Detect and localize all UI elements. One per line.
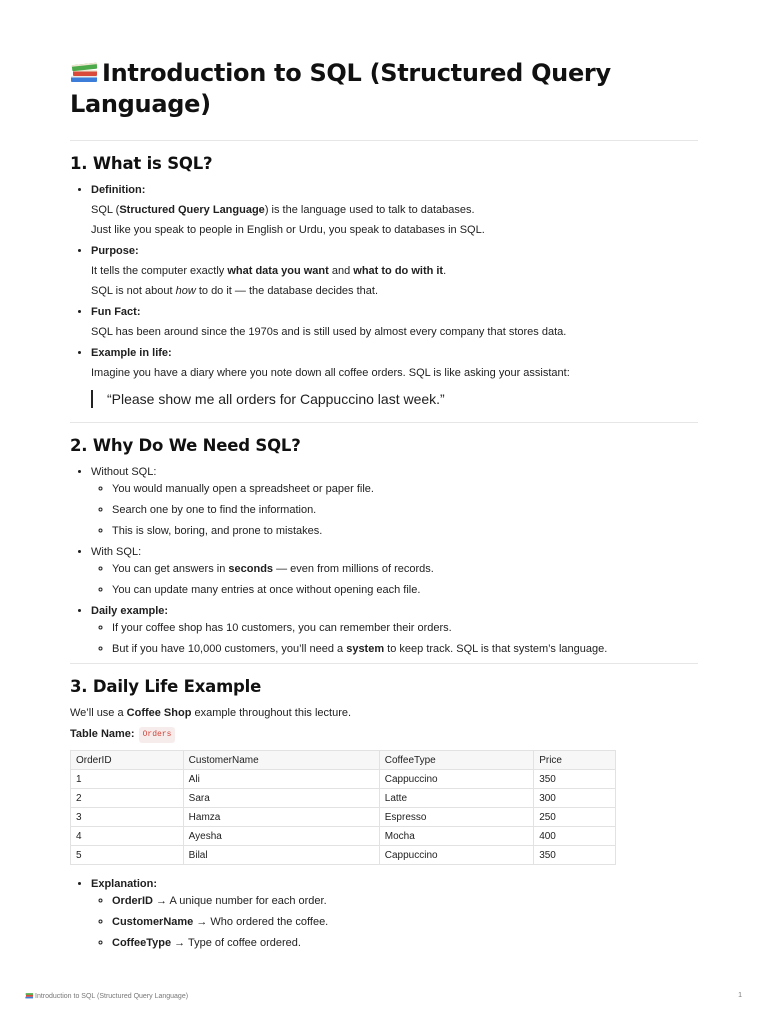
purpose-line-1: It tells the computer exactly what data you want and what to do with it. [91,265,447,277]
table-cell: Cappuccino [379,846,533,865]
purpose-label: Purpose: [91,245,139,257]
table-cell: Cappuccino [379,770,533,789]
page-title-text: Introduction to SQL (Structured Query Language) [70,59,611,118]
explanation-list [70,877,698,950]
column-header: CustomerName [183,751,379,770]
table-cell: Bilal [183,846,379,865]
table-cell: Sara [183,789,379,808]
table-name-line [70,727,698,743]
table-cell: Latte [379,789,533,808]
list-item-example-in-life [91,346,698,380]
explanation-sublist [91,894,698,950]
table-cell: 250 [534,808,616,827]
table-cell: 350 [534,770,616,789]
table-cell: 4 [71,827,184,846]
list-item-without-sql [91,465,698,538]
table-cell: 2 [71,789,184,808]
definition-label: Definition: [91,184,146,196]
with-sql-label: With SQL: [91,546,142,558]
without-sql-label: Without SQL: [91,466,157,478]
fun-fact-line: SQL has been around since the 1970s and is still used by almost every company that stores data. [91,326,567,338]
divider [70,663,698,664]
quote-block: “Please show me all orders for Cappuccino last week.” [91,390,698,408]
table-row [71,827,616,846]
table-row [71,846,616,865]
page-footer [25,992,188,1000]
definition-line-2: Just like you speak to people in English or Urdu, you speak to databases in SQL. [91,224,485,236]
table-cell: 3 [71,808,184,827]
column-header: CoffeeType [379,751,533,770]
table-cell: Mocha [379,827,533,846]
table-row [71,770,616,789]
example-line: Imagine you have a diary where you note down all coffee orders. SQL is like asking your assistant: [91,367,570,379]
list-item: ◦ You would manually open a spreadsheet or paper file. [112,482,698,496]
coffee-shop-intro: We’ll use a Coffee Shop example throughout this lecture. [70,707,352,719]
without-sql-sublist [91,482,698,538]
example-label: Example in life: [91,347,172,359]
what-is-sql-list [70,183,698,380]
list-item-daily-example [91,604,698,656]
table-cell: 5 [71,846,184,865]
table-cell: 1 [71,770,184,789]
table-cell: 350 [534,846,616,865]
column-header: OrderID [71,751,184,770]
explanation-label: Explanation: [91,878,158,890]
list-item: ◦ This is slow, boring, and prone to mistakes. [112,524,698,538]
books-icon [70,60,100,84]
section-heading-why-sql: 2. Why Do We Need SQL? [70,436,301,455]
daily-example-label: Daily example: [91,605,169,617]
table-name-label: Table Name: [70,728,135,740]
section-heading-what-is-sql: 1. What is SQL? [70,154,213,173]
table-name-code: Orders [139,727,176,743]
list-item: ◦ You can get answers in seconds — even from millions of records. [112,562,698,576]
list-item: ◦ Search one by one to find the information. [112,503,698,517]
list-item: ◦ You can update many entries at once without opening each file. [112,583,698,597]
list-item-purpose [91,244,698,298]
list-item-fun-fact [91,305,698,339]
divider [70,140,698,141]
list-item-with-sql [91,545,698,597]
list-item: ◦ CustomerName → Who ordered the coffee. [112,915,698,929]
list-item: ◦ If your coffee shop has 10 customers, you can remember their orders. [112,621,698,635]
table-row [71,789,616,808]
fun-fact-label: Fun Fact: [91,306,141,318]
page-title [70,58,698,120]
page-number: 1 [738,992,742,999]
list-item-explanation [91,877,698,950]
definition-line-1: SQL (Structured Query Language) is the language used to talk to databases. [91,204,475,216]
why-sql-list [70,465,698,656]
column-header: Price [534,751,616,770]
daily-example-sublist [91,621,698,656]
table-header-row [71,751,616,770]
purpose-line-2: SQL is not about how to do it — the database decides that. [91,285,379,297]
orders-table [70,750,616,865]
table-cell: 300 [534,789,616,808]
with-sql-sublist [91,562,698,597]
list-item-definition [91,183,698,237]
table-cell: Ayesha [183,827,379,846]
divider [70,422,698,423]
list-item: ◦ OrderID → A unique number for each order. [112,894,698,908]
table-row [71,808,616,827]
table-cell: Espresso [379,808,533,827]
table-cell: 400 [534,827,616,846]
books-icon [25,992,34,999]
document-page [70,58,698,957]
section-heading-daily-life-example: 3. Daily Life Example [70,677,262,696]
table-cell: Ali [183,770,379,789]
list-item: ◦ CoffeeType → Type of coffee ordered. [112,936,698,950]
table-cell: Hamza [183,808,379,827]
footer-title: Introduction to SQL (Structured Query Language) [35,993,189,1000]
list-item: ◦ But if you have 10,000 customers, you’ll need a system to keep track. SQL is that system’s language. [112,642,698,656]
